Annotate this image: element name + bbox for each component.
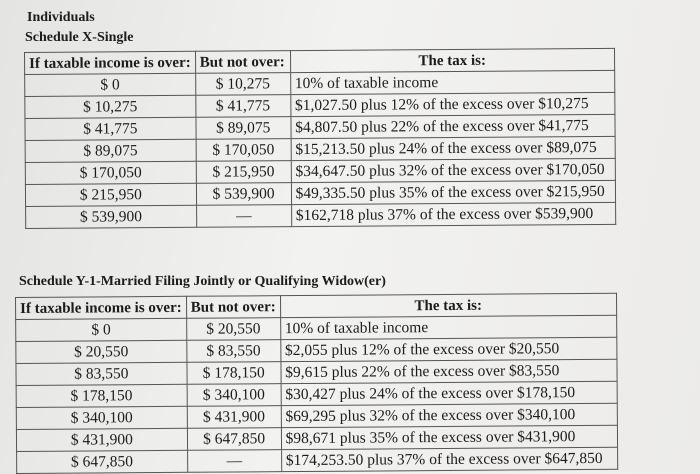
tax-is-cell: $15,213.50 plus 24% of the excess over $89,075: [291, 136, 615, 160]
table-row: [26, 202, 616, 228]
income-over-cell: $ 170,050: [25, 161, 196, 184]
tax-is-cell: $2,055 plus 12% of the excess over $20,550: [280, 337, 616, 361]
header-income-over: If taxable income is over:: [25, 51, 196, 74]
tax-is-cell: $98,671 plus 35% of the excess over $431,900: [281, 425, 617, 449]
not-over-cell: $ 170,050: [196, 139, 291, 162]
income-over-cell: $ 0: [16, 318, 187, 341]
income-over-cell: $ 41,775: [25, 117, 196, 140]
header-tax-is: The tax is:: [280, 293, 616, 317]
not-over-cell: $ 10,275: [195, 73, 290, 96]
page-title: Individuals: [27, 10, 95, 25]
income-over-cell: $ 647,850: [17, 450, 188, 473]
schedule-y1-table: [15, 293, 618, 474]
tax-is-cell: 10% of taxable income: [280, 315, 616, 339]
income-over-cell: $ 215,950: [25, 183, 196, 206]
not-over-cell: $ 89,075: [196, 117, 291, 140]
not-over-cell: $ 647,850: [187, 428, 281, 451]
not-over-cell: $ 20,550: [186, 318, 280, 341]
income-over-cell: $ 89,075: [25, 139, 196, 162]
tax-is-cell: $4,807.50 plus 22% of the excess over $41,775: [291, 114, 615, 138]
not-over-cell: $ 340,100: [187, 384, 281, 407]
tax-is-cell: $69,295 plus 32% of the excess over $340,100: [281, 403, 617, 427]
schedule-y1-body: [16, 315, 618, 473]
header-not-over: But not over:: [195, 51, 290, 74]
income-over-cell: $ 340,100: [16, 406, 187, 429]
schedule-x-table: [24, 48, 616, 229]
income-over-cell: $ 539,900: [26, 205, 197, 228]
schedule-x-body: [25, 70, 616, 228]
income-over-cell: $ 20,550: [16, 340, 187, 363]
not-over-cell: $ 539,900: [196, 183, 291, 206]
income-over-cell: $ 10,275: [25, 95, 196, 118]
not-over-cell: $ 83,550: [186, 340, 280, 363]
income-over-cell: $ 83,550: [16, 362, 187, 385]
not-over-cell: —: [187, 450, 281, 473]
not-over-cell: $ 178,150: [187, 362, 281, 385]
header-tax-is: The tax is:: [290, 48, 614, 72]
tax-is-cell: $162,718 plus 37% of the excess over $539,900: [291, 202, 615, 226]
table-row: [17, 447, 618, 473]
tax-is-cell: $174,253.50 plus 37% of the excess over $647,850: [281, 447, 617, 471]
income-over-cell: $ 0: [25, 73, 196, 96]
header-not-over: But not over:: [186, 296, 280, 319]
tax-is-cell: $49,335.50 plus 35% of the excess over $215,950: [291, 180, 615, 204]
tax-is-cell: $9,615 plus 22% of the excess over $83,550: [281, 359, 617, 383]
tax-is-cell: $34,647.50 plus 32% of the excess over $170,050: [291, 158, 615, 182]
tax-is-cell: $1,027.50 plus 12% of the excess over $10,275: [290, 92, 614, 116]
income-over-cell: $ 178,150: [16, 384, 187, 407]
schedule-y1-title: Schedule Y-1-Married Filing Jointly or Qualifying Widow(er): [19, 274, 386, 289]
not-over-cell: —: [196, 205, 291, 228]
header-income-over: If taxable income is over:: [16, 296, 187, 319]
not-over-cell: $ 215,950: [196, 161, 291, 184]
schedule-x-title: Schedule X-Single: [25, 30, 134, 45]
income-over-cell: $ 431,900: [16, 428, 187, 451]
not-over-cell: $ 41,775: [195, 95, 290, 118]
not-over-cell: $ 431,900: [187, 406, 281, 429]
tax-is-cell: 10% of taxable income: [290, 70, 614, 94]
tax-is-cell: $30,427 plus 24% of the excess over $178,150: [281, 381, 617, 405]
